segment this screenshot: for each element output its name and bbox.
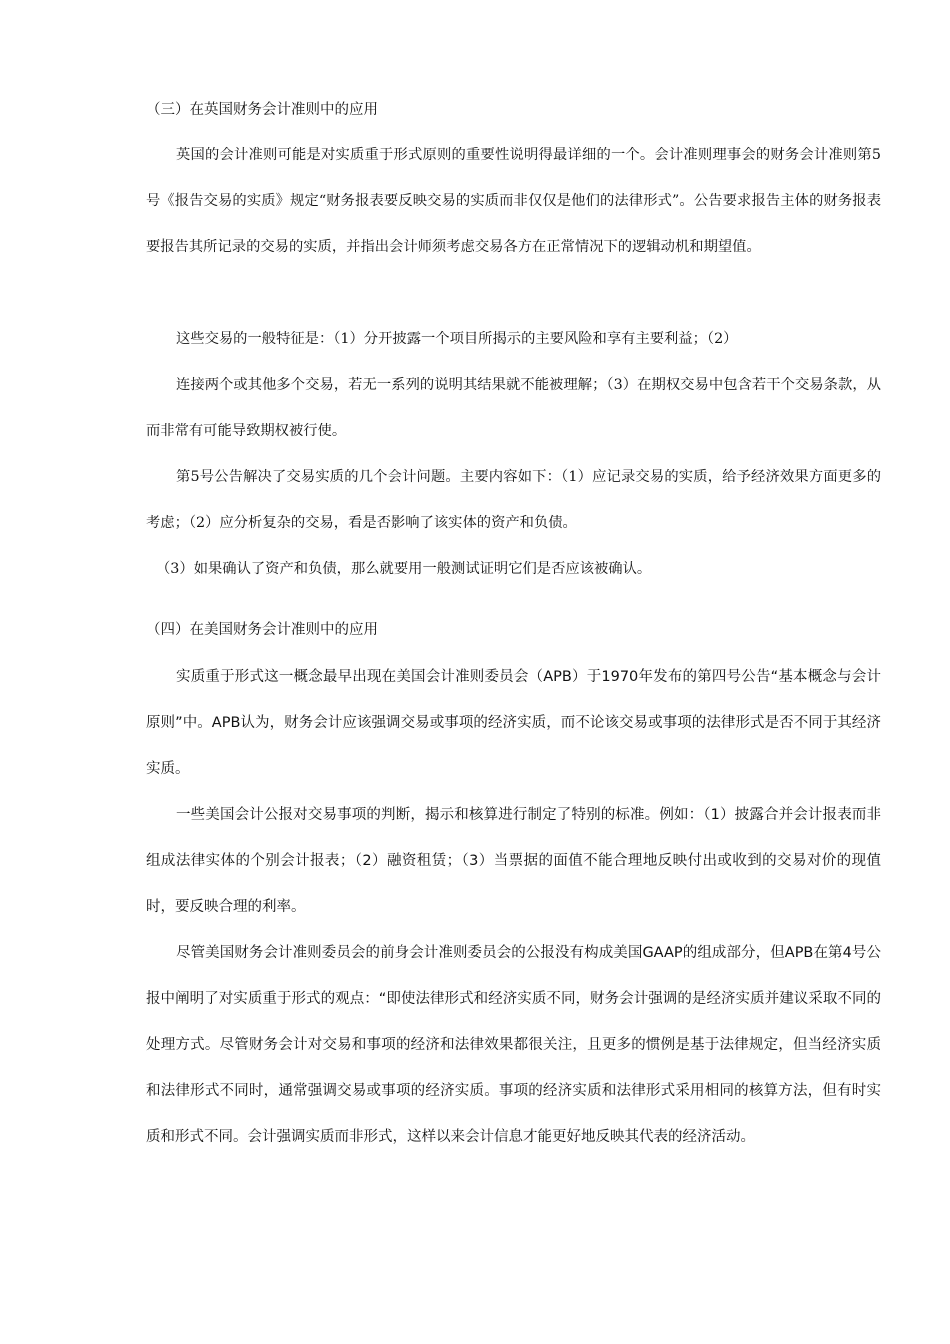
section-4-paragraph-1: 实质重于形式这一概念最早出现在美国会计准则委员会（APB）于1970年发布的第四号公告“基本概念与会计原则”中。APB认为，财务会计应该强调交易或事项的经济实质，而不论该交易或事项的法律形式是否不同于其经济实质。: [146, 669, 881, 777]
section-3-paragraph-1: 英国的会计准则可能是对实质重于形式原则的重要性说明得最详细的一个。会计准则理事会的财务会计准则第5号《报告交易的实质》规定“财务报表要反映交易的实质而非仅仅是他们的法律形式”。公告要求报告主体的财务报表要报告其所记录的交易的实质，并指出会计师须考虑交易各方在正常情况下的逻辑动机和期望值。: [146, 147, 881, 255]
section-4-paragraph-3: 尽管美国财务会计准则委员会的前身会计准则委员会的公报没有构成美国GAAP的组成部分，但APB在第4号公报中阐明了对实质重于形式的观点：“即使法律形式和经济实质不同，财务会计强调的是经济实质并建议采取不同的处理方式。尽管财务会计对交易和事项的经济和法律效果都很关注，且更多的惯例是基于法律规定，但当经济实质和法律形式不同时，通常强调交易或事项的经济实质。事项的经济实质和法律形式采用相同的核算方法，但有时实质和形式不同。会计强调实质而非形式，这样以来会计信息才能更好地反映其代表的经济活动。: [146, 945, 881, 1145]
section-4-paragraph-2: 一些美国会计公报对交易事项的判断，揭示和核算进行制定了特别的标准。例如：（1）披露合并会计报表而非组成法律实体的个别会计报表；（2）融资租赁；（3）当票据的面值不能合理地反映付出或收到的交易对价的现值时，要反映合理的利率。: [146, 807, 881, 915]
section-3-paragraph-4: 第5号公告解决了交易实质的几个会计问题。主要内容如下：（1）应记录交易的实质，给予经济效果方面更多的考虑；（2）应分析复杂的交易，看是否影响了该实体的资产和负债。: [146, 469, 881, 531]
section-3-paragraph-5: （3）如果确认了资产和负债，那么就要用一般测试证明它们是否应该被确认。: [156, 561, 652, 577]
section-3-heading: （三）在英国财务会计准则中的应用: [146, 102, 378, 118]
section-4-heading: （四）在美国财务会计准则中的应用: [146, 622, 378, 638]
section-3-paragraph-3: 连接两个或其他多个交易，若无一系列的说明其结果就不能被理解；（3）在期权交易中包含若干个交易条款，从而非常有可能导致期权被行使。: [146, 377, 881, 439]
section-3-paragraph-2: 这些交易的一般特征是：（1）分开披露一个项目所揭示的主要风险和享有主要利益；（2）: [176, 331, 738, 347]
